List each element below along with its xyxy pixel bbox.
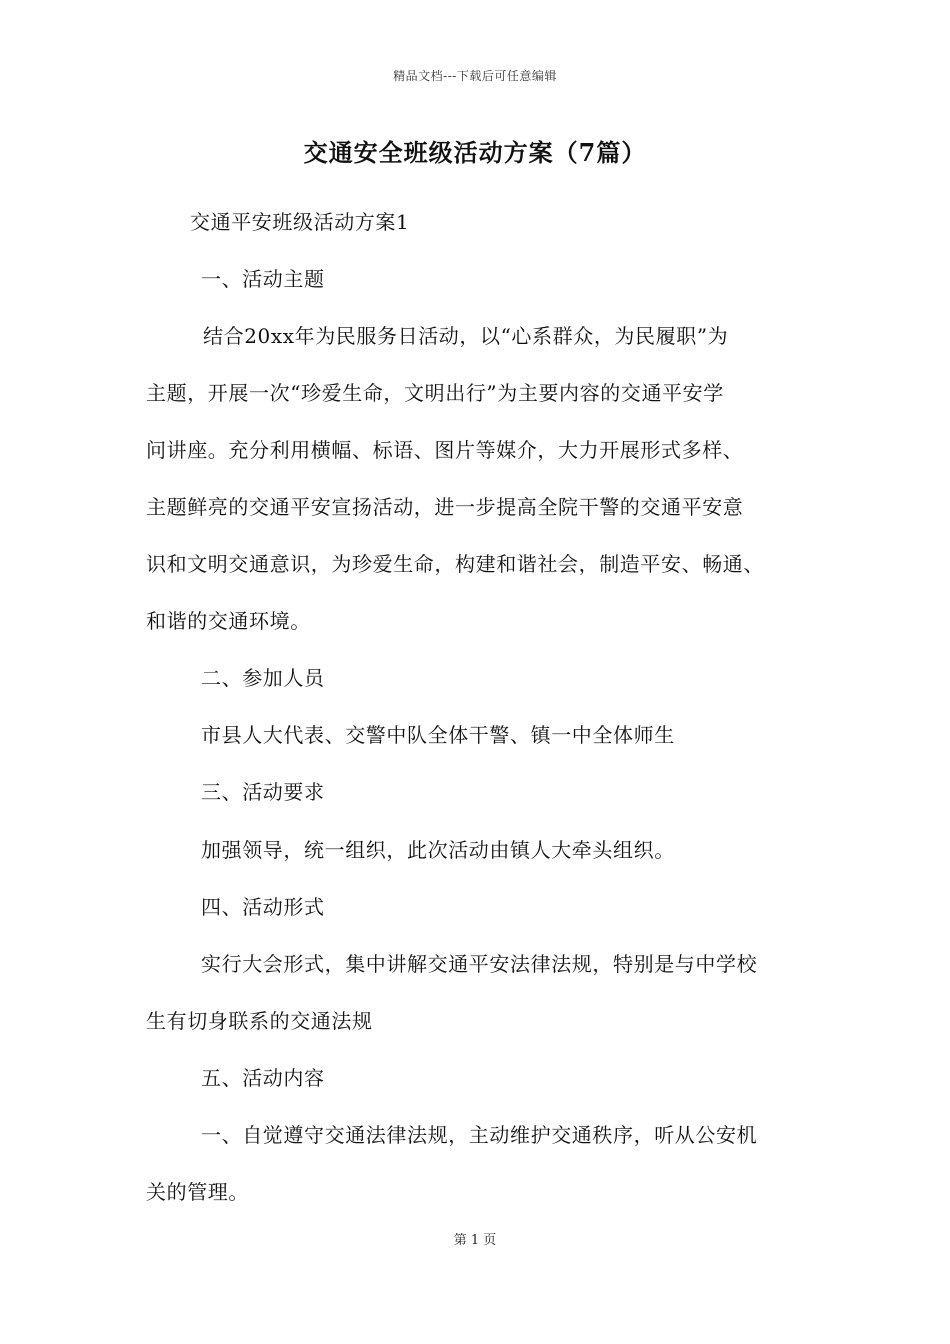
- section-3-text: 加强领导，统一组织，此次活动由镇人大牵头组织。: [201, 838, 675, 862]
- section-1-heading: 一、活动主题: [201, 267, 325, 291]
- section-4-paragraph-line: 生有切身联系的交通法规: [146, 1009, 373, 1033]
- document-title: 交通安全班级活动方案（7篇）: [303, 138, 647, 167]
- section-1-paragraph-line: 识和文明交通意识，为珍爱生命，构建和谐社会，制造平安、畅通、: [146, 552, 764, 576]
- section-5-paragraph-line: 一、自觉遵守交通法律法规，主动维护交通秩序，听从公安机: [201, 1123, 758, 1147]
- section-1-paragraph-line: 和谐的交通环境。: [146, 609, 311, 633]
- section-1-paragraph-line: 主题，开展一次“珍爱生命，文明出行”为主要内容的交通平安学: [146, 381, 724, 405]
- section-4-paragraph-line: 实行大会形式，集中讲解交通平安法律法规，特别是与中学校: [201, 952, 758, 976]
- section-2-text: 市县人大代表、交警中队全体干警、镇一中全体师生: [201, 723, 675, 747]
- page-number: 第 1 页: [453, 1233, 497, 1248]
- section-4-heading: 四、活动形式: [201, 895, 325, 919]
- section-5-paragraph-line: 关的管理。: [146, 1180, 249, 1204]
- section-1-paragraph-line: 主题鲜亮的交通平安宣扬活动，进一步提高全院干警的交通平安意: [146, 495, 744, 519]
- section-5-heading: 五、活动内容: [201, 1066, 325, 1090]
- section-3-heading: 三、活动要求: [201, 780, 325, 804]
- section-2-heading: 二、参加人员: [201, 666, 325, 690]
- section-1-paragraph-line: 结合20xx年为民服务日活动，以“心系群众，为民履职”为: [203, 324, 729, 348]
- header-note: 精品文档---下载后可任意编辑: [393, 69, 557, 83]
- section-1-paragraph-line: 问讲座。充分利用横幅、标语、图片等媒介，大力开展形式多样、: [146, 438, 744, 462]
- document-subtitle: 交通平安班级活动方案1: [190, 210, 410, 234]
